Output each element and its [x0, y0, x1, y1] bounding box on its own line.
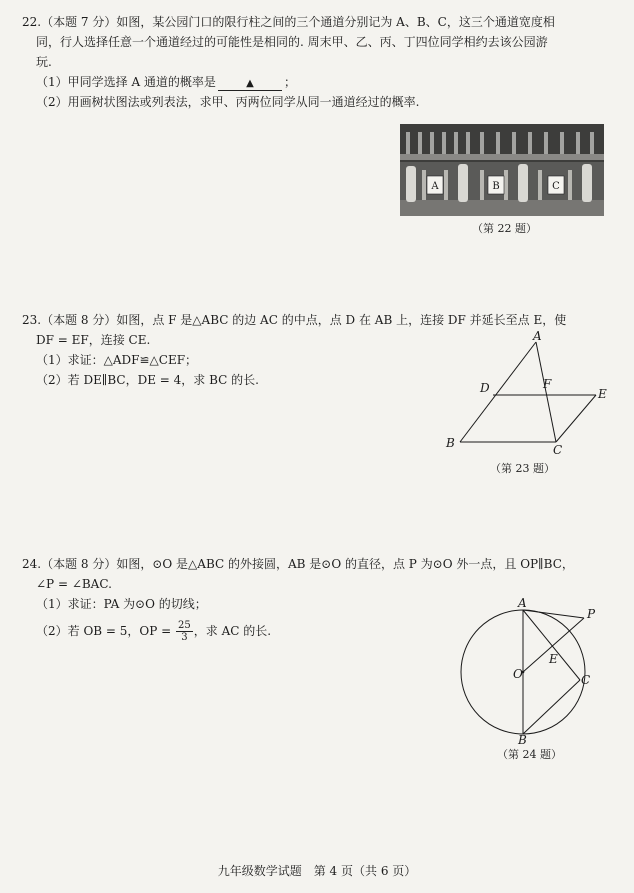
point-label-b: B — [446, 436, 455, 450]
point-label-d: D — [480, 381, 490, 395]
gate-label-b: B — [492, 181, 500, 192]
point-label-e: E — [549, 652, 558, 666]
point-label-c: C — [553, 443, 563, 455]
point-label-a: A — [518, 596, 527, 610]
q22-subquestion-2: （2）用画树状图法或列表法，求甲、丙两位同学从同一通道经过的概率. — [36, 95, 420, 109]
q24-sub2-text: （2）若 OB = 5，OP = — [36, 624, 172, 638]
point-label-a: A — [533, 330, 542, 343]
fraction-numerator: 25 — [178, 620, 191, 631]
gate-label-a: A — [431, 181, 439, 192]
fraction-op — [176, 620, 193, 643]
q22-sub1-text: （1）甲同学选择 A 通道的概率是 — [36, 75, 216, 89]
q23-stem-line1: 23.（本题 8 分）如图，点 F 是△ABC 的边 AC 的中点，点 D 在 AB 上，连接 DF 并延长至点 E，使 — [22, 313, 567, 327]
point-label-b: B — [518, 733, 527, 744]
point-label-f: F — [543, 377, 552, 391]
q23-stem-line2: DF = EF，连接 CE. — [36, 333, 151, 347]
q24-stem-line2: ∠P = ∠BAC. — [36, 577, 112, 591]
q22-stem-line2: 同，行人选择任意一个通道经过的可能性是相同的. 周末甲、乙、丙、丁四位同学相约去该公园游 — [36, 35, 548, 49]
q24-subquestion-1: （1）求证：PA 为⊙O 的切线； — [36, 597, 207, 611]
q22-subquestion-1 — [22, 72, 614, 92]
point-label-p: P — [587, 607, 596, 621]
question-22 — [22, 12, 614, 112]
answer-blank: ▲ — [218, 78, 282, 91]
figure-24-caption: （第 24 题） — [497, 748, 562, 761]
q22-stem-line1: 22.（本题 7 分）如图，某公园门口的限行柱之间的三个通道分别记为 A、B、C，这三个通道宽度相 — [22, 15, 555, 29]
figure-23-caption: （第 23 题） — [490, 462, 555, 475]
point-label-e: E — [598, 387, 607, 401]
q23-subquestion-2: （2）若 DE∥BC，DE = 4，求 BC 的长. — [36, 373, 259, 387]
figure-24-circle — [460, 596, 610, 744]
q24-sub2-end: ，求 AC 的长. — [193, 624, 272, 638]
gate-label-c: C — [552, 181, 560, 192]
q24-stem-line1: 24.（本题 8 分）如图，⊙O 是△ABC 的外接圆，AB 是⊙O 的直径，点 P 为⊙O 外一点，且 OP∥BC， — [22, 557, 574, 571]
point-label-c: C — [581, 673, 591, 687]
q22-stem-line3: 玩. — [36, 55, 52, 69]
figure-23-triangle — [440, 330, 610, 455]
q23-subquestion-1: （1）求证：△ADF≌△CEF； — [36, 353, 198, 367]
fraction-denominator: 3 — [181, 632, 188, 643]
page-footer: 九年级数学试题 第 4 页（共 6 页） — [217, 864, 417, 878]
point-label-o: O — [513, 667, 523, 681]
park-gate-photo — [400, 124, 604, 216]
q22-sub1-end: ； — [283, 75, 296, 89]
figure-22-caption: （第 22 题） — [472, 222, 537, 235]
